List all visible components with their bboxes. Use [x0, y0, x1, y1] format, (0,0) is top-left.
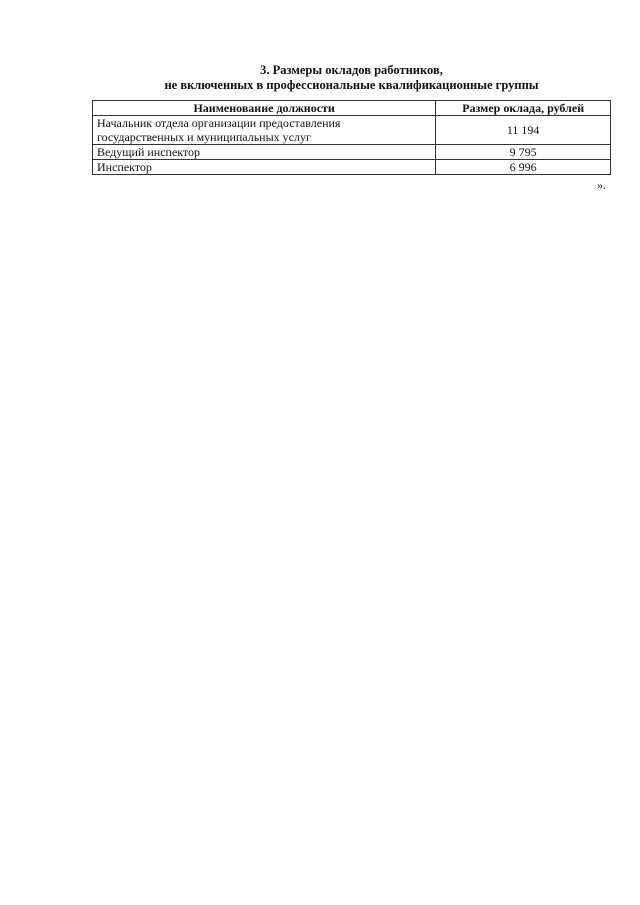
header-position-name: Наименование должности — [93, 101, 436, 116]
table-row — [93, 160, 611, 175]
table-row — [93, 145, 611, 160]
section-heading-line-2: не включенных в профессиональные квалификационные группы — [164, 78, 539, 92]
header-salary-amount: Размер оклада, рублей — [436, 101, 611, 116]
closing-quote-mark: ». — [597, 178, 606, 192]
section-heading — [92, 63, 611, 93]
position-name-line-2: государственных и муниципальных услуг — [97, 130, 311, 144]
position-name-cell: Ведущий инспектор — [93, 145, 436, 160]
salary-table — [92, 100, 611, 175]
salary-cell: 6 996 — [436, 160, 611, 175]
section-heading-line-1: 3. Размеры окладов работников, — [260, 63, 443, 77]
salary-cell: 9 795 — [436, 145, 611, 160]
table-header-row — [93, 101, 611, 116]
position-name-line-1: Начальник отдела организации предоставления — [97, 116, 341, 130]
position-name-cell: Инспектор — [93, 160, 436, 175]
table-row — [93, 116, 611, 145]
position-name-cell — [93, 116, 436, 145]
salary-cell: 11 194 — [436, 116, 611, 145]
